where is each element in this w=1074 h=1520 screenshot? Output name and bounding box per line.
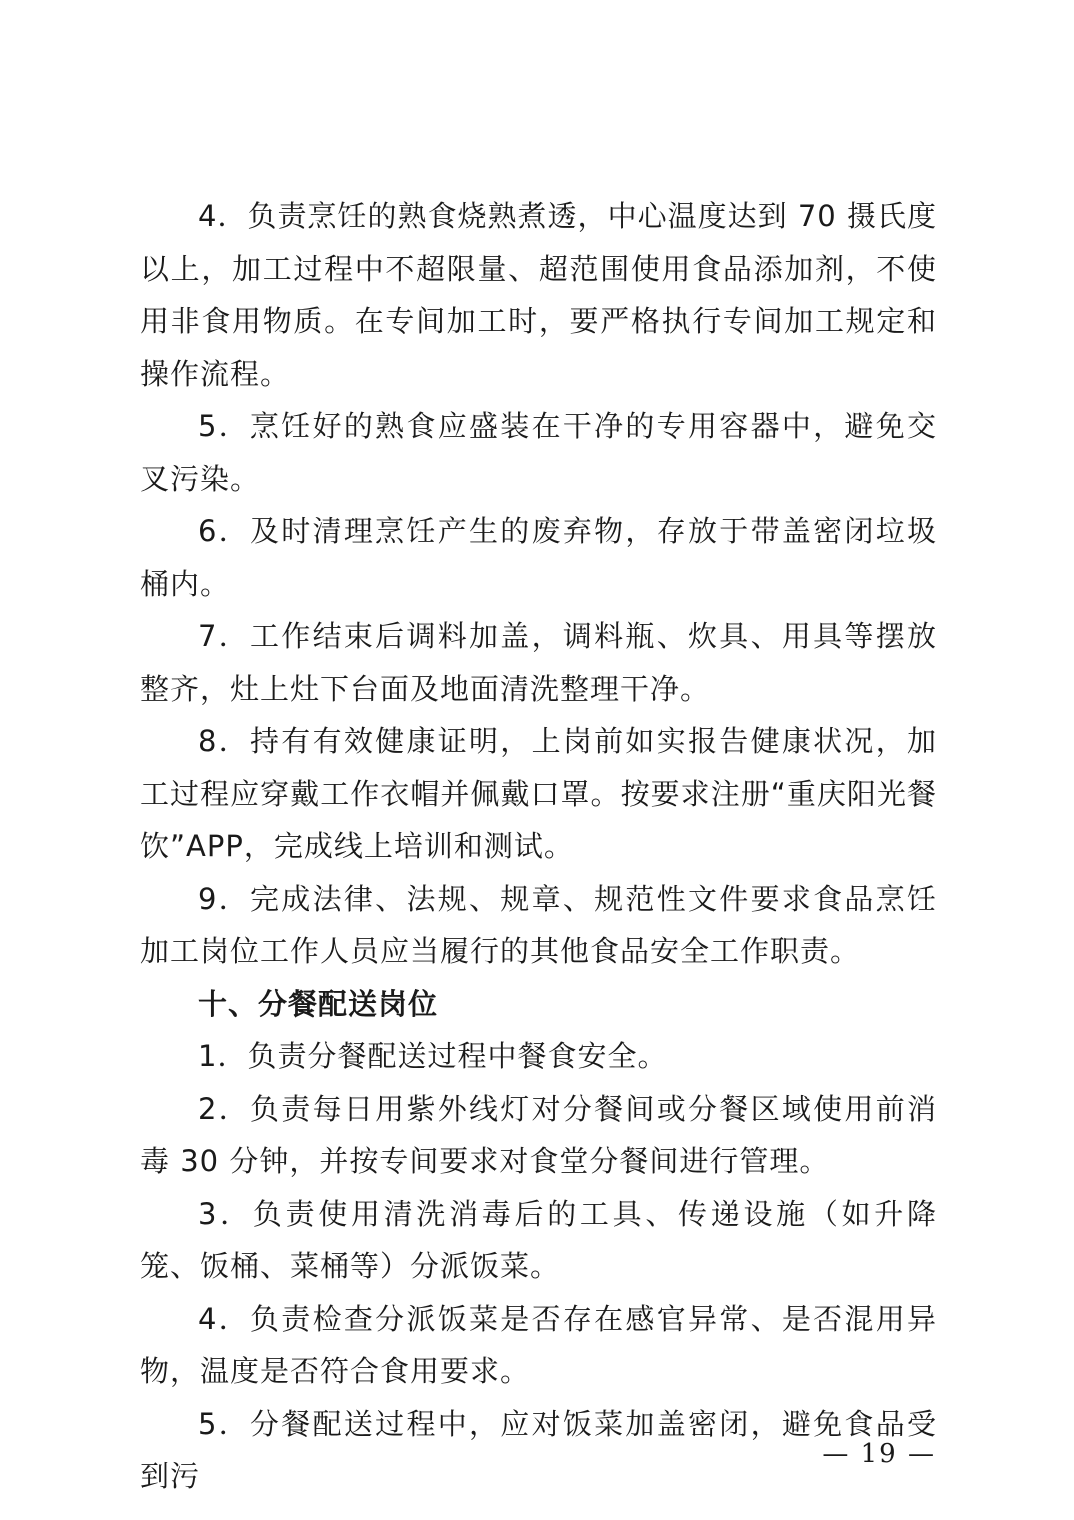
section-paragraph-item-3: 3．负责使用清洗消毒后的工具、传递设施（如升降笼、饭桶、菜桶等）分派饭菜。	[140, 1196, 937, 1283]
section-paragraph-item-5: 5．分餐配送过程中，应对饭菜加盖密闭，避免食品受到污	[140, 1406, 937, 1493]
document-body	[140, 190, 937, 1503]
section-paragraph-item-4: 4．负责检查分派饭菜是否存在感官异常、是否混用异物，温度是否符合食用要求。	[140, 1301, 937, 1388]
section-paragraph-item-2: 2．负责每日用紫外线灯对分餐间或分餐区域使用前消毒 30 分钟，并按专间要求对食堂分餐间进行管理。	[140, 1091, 937, 1178]
paragraph-item-9: 9．完成法律、法规、规章、规范性文件要求食品烹饪加工岗位工作人员应当履行的其他食品安全工作职责。	[140, 881, 937, 968]
paragraph-item-7: 7．工作结束后调料加盖，调料瓶、炊具、用具等摆放整齐，灶上灶下台面及地面清洗整理干净。	[140, 619, 937, 706]
paragraph-item-6: 6．及时清理烹饪产生的废弃物，存放于带盖密闭垃圾桶内。	[140, 514, 937, 601]
section-paragraph-item-1: 1．负责分餐配送过程中餐食安全。	[198, 1039, 668, 1073]
section-heading: 十、分餐配送岗位	[198, 986, 439, 1021]
page-number: — 19 —	[822, 1439, 936, 1469]
paragraph-item-5: 5．烹饪好的熟食应盛装在干净的专用容器中，避免交叉污染。	[140, 409, 937, 496]
paragraph-item-8: 8．持有有效健康证明，上岗前如实报告健康状况，加工过程应穿戴工作衣帽并佩戴口罩。按要求注册“重庆阳光餐饮”APP，完成线上培训和测试。	[140, 724, 937, 863]
paragraph-item-4: 4．负责烹饪的熟食烧熟煮透，中心温度达到 70 摄氏度以上，加工过程中不超限量、超范围使用食品添加剂，不使用非食用物质。在专间加工时，要严格执行专间加工规定和操作流程。	[140, 199, 937, 391]
